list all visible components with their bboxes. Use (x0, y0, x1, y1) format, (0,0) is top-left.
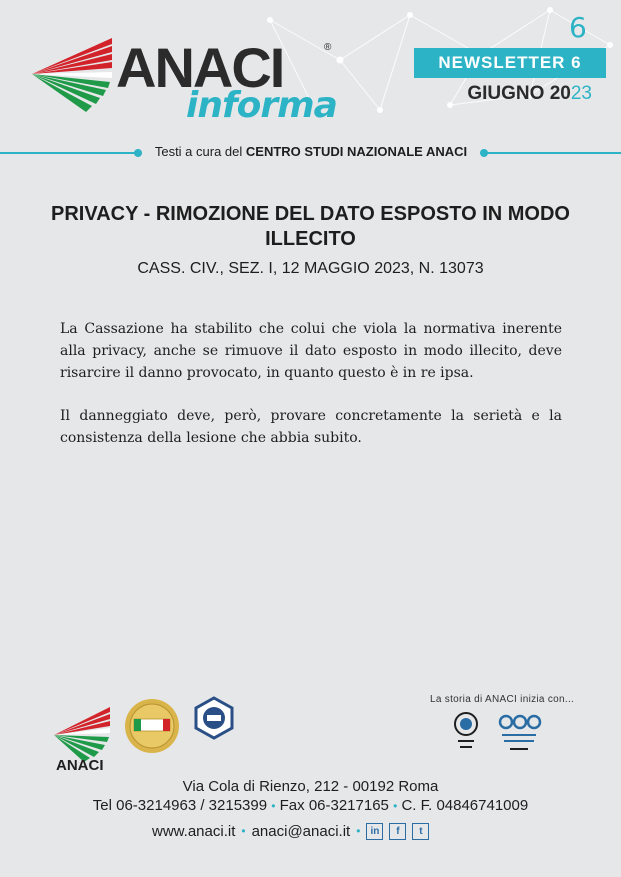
credits-prefix: Testi a cura del (154, 144, 246, 159)
issue-number: 6 (569, 11, 587, 44)
credits-rule-right (484, 152, 621, 154)
issue-date (414, 84, 606, 103)
article-paragraph: La Cassazione ha stabilito che colui che viola la normativa inerente alla privacy, anche se rimuove il dato esposto in modo illecito, deve risarcire il danno provocato, in quanto questo è in re ipsa. (60, 321, 562, 381)
separator-dot: • (271, 799, 276, 813)
email-link[interactable]: anaci@anaci.it (251, 822, 351, 840)
facebook-icon[interactable]: f (389, 823, 406, 840)
footer-logo-label: ANACI (56, 757, 104, 774)
issue-date-suffix: 23 (570, 83, 592, 104)
registered-mark: ® (324, 42, 332, 53)
anaci-fan-icon (28, 28, 116, 114)
web-contacts (152, 822, 429, 840)
credits-dot-left (134, 149, 142, 157)
gold-seal-icon (124, 698, 180, 754)
fax-text: Fax 06-3217165 (279, 797, 389, 814)
brand-name: ANACI (116, 36, 284, 99)
history-logos-icon (452, 710, 552, 758)
newsletter-badge: NEWSLETTER 6 (414, 48, 606, 78)
anaci-informa-logo (28, 28, 338, 138)
phone-text: Tel 06-3214963 / 3215399 (92, 797, 268, 814)
separator-dot: • (356, 824, 361, 838)
separator-dot: • (241, 824, 246, 838)
credits-rule-left (0, 152, 138, 154)
history-label: La storia di ANACI inizia con... (430, 694, 575, 705)
tax-code-text: C. F. 04846741009 (401, 797, 529, 814)
article-paragraph: Il danneggiato deve, però, provare concretamente la serietà e la consistenza della lesione che abbia subito. (60, 408, 562, 446)
contacts-line (0, 797, 621, 814)
article-body (60, 318, 562, 470)
article-title: PRIVACY - RIMOZIONE DEL DATO ESPOSTO IN MODO ILLECITO (51, 203, 570, 250)
article-citation: CASS. CIV., SEZ. I, 12 MAGGIO 2023, N. 13073 (137, 260, 484, 277)
linkedin-icon[interactable]: in (366, 823, 383, 840)
credits-line (143, 144, 479, 159)
certification-badge-icon (192, 696, 236, 740)
credits-strong: CENTRO STUDI NAZIONALE ANACI (245, 144, 468, 159)
issue-date-prefix: GIUGNO 20 (467, 83, 571, 104)
twitter-icon[interactable]: t (412, 823, 429, 840)
separator-dot: • (393, 799, 398, 813)
address-line: Via Cola di Rienzo, 212 - 00192 Roma (182, 778, 439, 795)
website-link[interactable]: www.anaci.it (152, 822, 236, 840)
brand-subtitle: informa (186, 85, 337, 126)
